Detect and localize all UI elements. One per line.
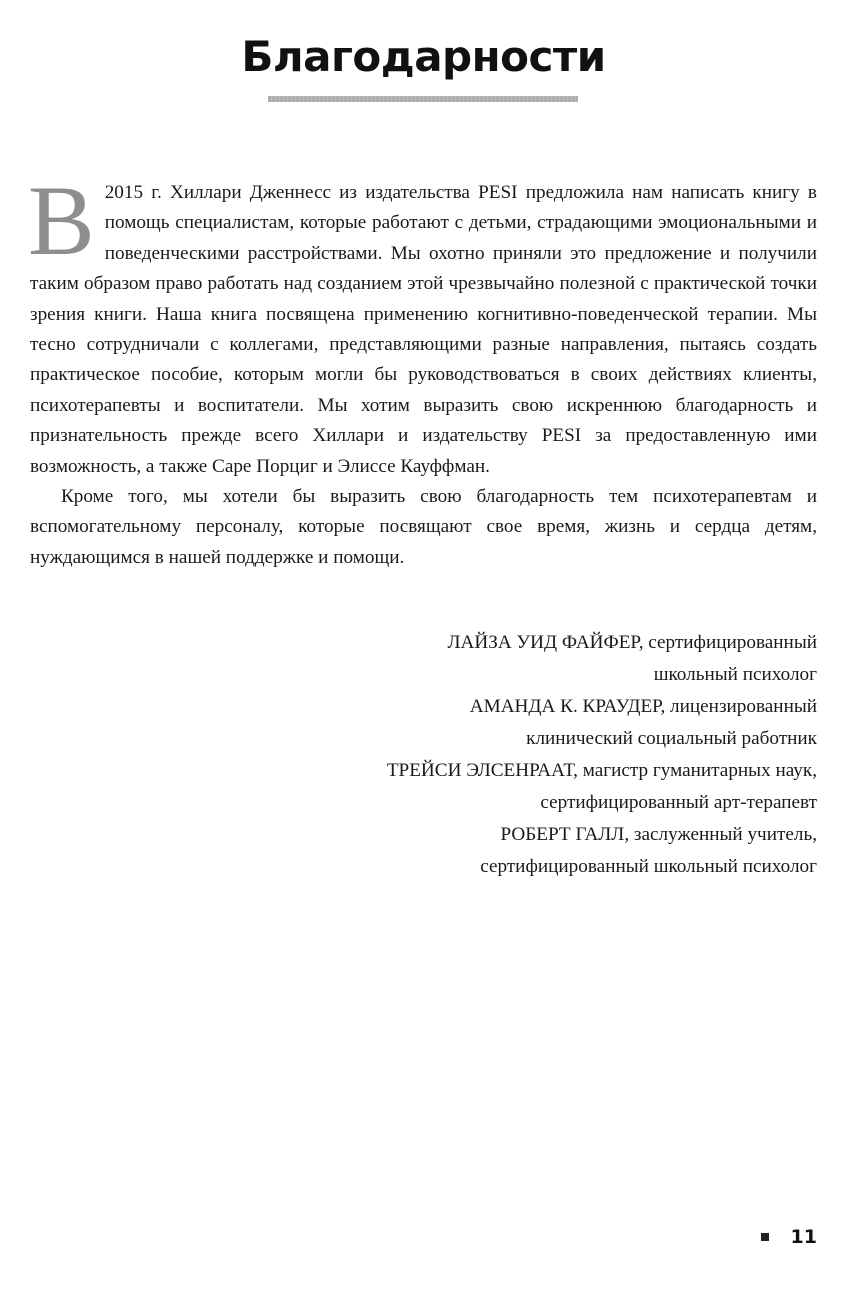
paragraph-1 [28,165,817,482]
signature-3-name: ТРЕЙСИ ЭЛСЕНРААТ [386,760,574,781]
page-footer [761,1226,817,1248]
signature-3-line2: сертифицированный арт-терапевт [540,792,817,813]
signature-block [217,627,817,883]
paragraph-1-text: 2015 г. Хиллари Дженнесс из издательства PESI предложила нам написать книгу в помощь специалистам, которые работают с детьми, страдающими эмоциональными и поведенческими расстройствами. Мы охотно приняли это предложение и получили таким образом право работать над созданием этой чрезвычайно полезной с практической точки зрения книги. Наша книга посвящена применению когнитивно-поведенческой терапии. Мы тесно сотрудничали с коллегами, представляющими разные направления, пытаясь создать практическое пособие, которым могли бы руководствоваться в своих действиях клиенты, психотерапевты и воспитатели. Мы хотим выразить свою искреннюю благодарность и признательность прежде всего Хиллари и издательству PESI за предоставленную ими возможность, а также Саре Порциг и Элиссе Кауффман. [30,182,817,477]
acknowledgments-text [28,165,817,573]
signature-4-line1 [217,819,817,851]
signature-4 [217,819,817,883]
signature-3-title: , магистр гуманитарных наук, [573,760,817,781]
paragraph-2: Кроме того, мы хотели бы выразить свою благодарность тем психотерапевтам и вспомогательному персоналу, которые посвящают свое время, жизнь и сердца детям, нуждающимся в нашей поддержке и помощи. [30,486,817,568]
signature-2-line1 [217,691,817,723]
square-bullet-icon [761,1233,769,1241]
signature-1-name: ЛАЙЗА УИД ФАЙФЕР [447,632,639,653]
signature-1-line2: школьный психолог [653,664,817,685]
signature-1 [217,627,817,691]
signature-2 [217,691,817,755]
signature-2-line2: клинический социальный работник [526,728,817,749]
signature-4-name: РОБЕРТ ГАЛЛ [500,824,625,845]
title-underline [268,96,578,102]
drop-cap: В [28,165,95,276]
signature-3-line1 [217,755,817,787]
signature-1-line1 [217,627,817,659]
signature-3 [217,755,817,819]
page-number: 11 [790,1226,817,1248]
signature-1-title: , сертифицированный [638,632,817,653]
signature-2-title: , лицензированный [660,696,817,717]
signature-2-name: АМАНДА К. КРАУДЕР [469,696,661,717]
page-title: Благодарности [241,32,606,81]
signature-4-title: , заслуженный учитель, [624,824,817,845]
signature-4-line2: сертифицированный школьный психолог [480,856,817,877]
